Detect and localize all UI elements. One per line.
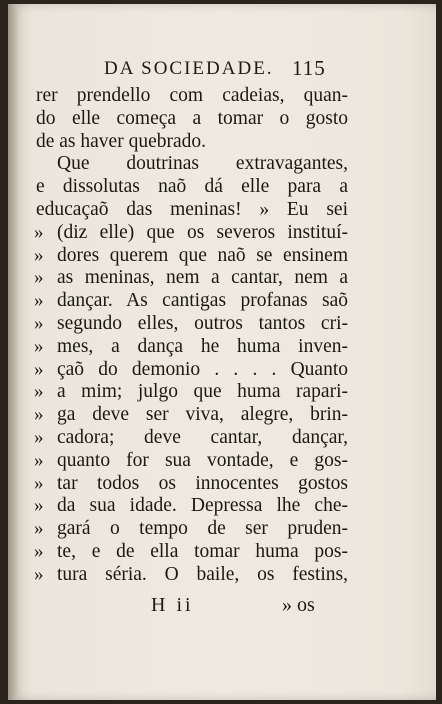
quote-mark: »: [34, 381, 44, 403]
text-line: da sua idade. Depressa lhe che-: [57, 495, 348, 517]
text-line: tura séria. O baile, os festins,: [57, 563, 348, 585]
text-line: Que doutrinas extravagantes,: [57, 153, 348, 175]
text-line: dores querem que naõ se ensinem: [57, 244, 348, 266]
running-head: DA SOCIEDADE.: [104, 58, 274, 79]
text-line: de as haver quebrado.: [36, 130, 207, 152]
page-header: [0, 52, 442, 82]
quote-mark: »: [34, 358, 44, 380]
quote-mark: »: [34, 221, 44, 243]
text-line: educaçaõ das meninas! » Eu sei: [36, 199, 348, 220]
text-line: dançar. As cantigas profanas saõ: [57, 290, 348, 312]
signature-mark: H ii: [151, 594, 194, 616]
quote-mark: »: [34, 290, 44, 312]
quote-mark: »: [34, 449, 44, 471]
quote-mark: »: [34, 472, 44, 494]
text-line: (diz elle) que os severos instituí-: [57, 221, 348, 243]
quote-mark: »: [34, 404, 44, 426]
text-line: quanto for sua vontade, e gos-: [57, 449, 348, 471]
quote-mark: »: [34, 244, 44, 266]
text-line: do elle começa a tomar o gosto: [36, 107, 348, 129]
text-line: ga deve ser viva, alegre, brin-: [57, 404, 348, 426]
quote-mark: »: [34, 267, 44, 289]
text-line: segundo elles, outros tantos cri-: [57, 313, 348, 334]
quote-mark: »: [34, 563, 44, 585]
quote-mark: »: [34, 518, 44, 540]
quote-mark: »: [34, 541, 44, 562]
text-line: a mim; julgo que huma rapari-: [57, 381, 348, 403]
catchword: » os: [282, 594, 315, 616]
text-line: te, e de ella tomar huma pos-: [57, 541, 348, 562]
text-line: cadora; deve cantar, dançar,: [57, 427, 348, 448]
text-line: mes, a dança he huma inven-: [57, 335, 348, 357]
quote-mark: »: [34, 335, 44, 357]
text-line: gará o tempo de ser pruden-: [57, 518, 348, 540]
text-line: rer prendello com cadeias, quan-: [36, 85, 348, 106]
quote-mark: »: [34, 495, 44, 517]
quote-mark: »: [34, 313, 44, 334]
text-line: as meninas, nem a cantar, nem a: [57, 267, 348, 289]
quote-mark: »: [34, 427, 44, 448]
page-footer: [0, 592, 442, 622]
text-line: tar todos os innocentes gostos: [57, 472, 348, 494]
text-line: e dissolutas naõ dá elle para a: [36, 176, 348, 198]
text-line: çaõ do demonio . . . . Quanto: [57, 358, 348, 380]
page-number: 115: [292, 56, 326, 80]
